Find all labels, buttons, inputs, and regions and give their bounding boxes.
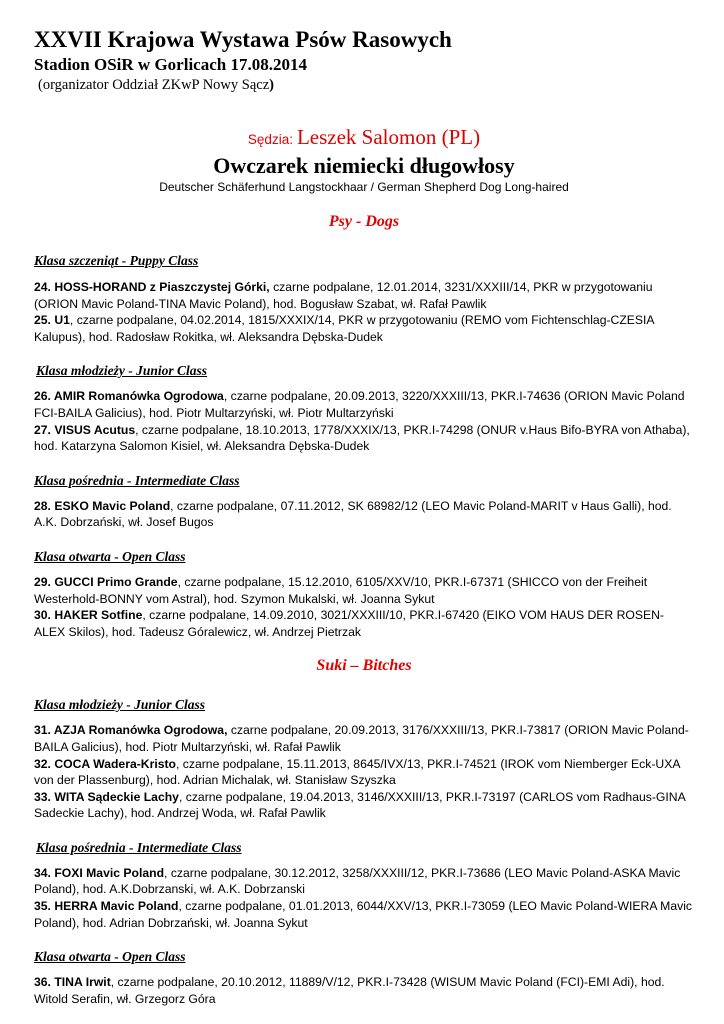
dog-details: , czarne podpalane, 14.09.2010, 3021/XXXIII/10, PKR.I-67420 (EIKO VOM HAUS DER ROSEN-ALEX Skilos), hod. Tadeusz Góralewicz, wł. Andrzej Pietrzak [34, 608, 664, 639]
dog-name: 35. HERRA Mavic Poland [34, 899, 179, 914]
dog-details: , czarne podpalane, 20.09.2013, 3220/XXXIII/13, PKR.I-74636 (ORION Mavic Poland FCI-BAILA Galicius), hod. Piotr Multarzyński, wł. Piotr Multarzyński [34, 389, 685, 420]
dog-entry [34, 312, 694, 345]
class-heading: Klasa młodzieży - Junior Class [34, 697, 206, 713]
dog-name: 33. WITA Sądeckie Lachy [34, 789, 179, 804]
dog-entry [34, 722, 694, 755]
entry-list [34, 574, 694, 640]
show-title: XXVII Krajowa Wystawa Psów Rasowych [34, 27, 452, 52]
organizer-close-paren: ) [269, 77, 274, 93]
dog-name: 34. FOXI Mavic Poland [34, 865, 165, 880]
dog-entry [34, 607, 694, 640]
class-heading: Klasa młodzieży - Junior Class [36, 363, 208, 379]
dogs-open-class [34, 548, 694, 640]
dog-details: czarne podpalane, 20.09.2013, 3176/XXXIII/13, PKR.I-73817 (ORION Mavic Poland-BAILA Galicius), hod. Piotr Multarzyński, wł. Rafał Pawlik [34, 723, 689, 754]
dog-details: , czarne podpalane, 30.12.2012, 3258/XXXIII/12, PKR.I-73686 (LEO Mavic Poland-ASKA Mavic Poland), hod. A.K.Dobrzanski, wł. A.K. Dobrzanski [34, 865, 681, 897]
dogs-junior-class [34, 362, 694, 454]
class-heading: Klasa pośrednia - Intermediate Class [34, 472, 240, 488]
bitches-intermediate-class [34, 839, 694, 931]
dogs-heading: Psy - Dogs [328, 213, 400, 230]
dog-name: 28. ESKO Mavic Poland [34, 498, 171, 513]
dog-name: 27. VISUS Acutus [34, 422, 136, 437]
dogs-intermediate-class [34, 472, 694, 531]
dog-details: , czarne podpalane, 07.11.2012, SK 68982/12 (LEO Mavic Poland-MARIT v Haus Galli), hod. A.K. Dobrzański, wł. Josef Bugos [34, 498, 672, 530]
breed-title: Owczarek niemiecki długowłosy [213, 153, 515, 178]
show-venue-date: Stadion OSiR w Gorlicach 17.08.2014 [34, 55, 307, 74]
dog-details: , czarne podpalane, 04.02.2014, 1815/XXXIX/14, PKR w przygotowaniu (REMO vom Fichtenschlag-CZESIA Kalupus), hod. Radosław Rokitka, wł. Aleksandra Dębska-Dudek [34, 313, 654, 344]
bitches-junior-class [34, 696, 694, 822]
dog-entry [34, 279, 694, 312]
organizer-text: (organizator Oddział ZKwP Nowy Sącz [38, 77, 270, 93]
show-organizer [38, 76, 694, 94]
class-heading: Klasa otwarta - Open Class [34, 548, 186, 564]
entry-list [34, 388, 694, 454]
dog-details: , czarne podpalane, 15.11.2013, 8645/IVX/13, PKR.I-74521 (IROK vom Niemberger Eck-UXA von der Plassenburg), hod. Adrian Michalak, wł. Stanisław Szyszka [34, 756, 680, 788]
dog-name: 26. AMIR Romanówka Ogrodowa [34, 389, 224, 404]
dog-name: 24. HOSS-HORAND z Piaszczystej Górki, [34, 280, 270, 294]
class-heading: Klasa szczeniąt - Puppy Class [34, 253, 199, 268]
entry-list [34, 865, 694, 931]
dog-entry [34, 498, 694, 531]
class-heading: Klasa otwarta - Open Class [34, 949, 186, 965]
dog-name: 31. AZJA Romanówka Ogrodowa, [34, 723, 228, 738]
dog-entry [34, 974, 694, 1007]
breed-subtitle: Deutscher Schäferhund Langstockhaar / German Shepherd Dog Long-haired [159, 180, 569, 194]
dog-details: , czarne podpalane, 19.04.2013, 3146/XXXIII/13, PKR.I-73197 (CARLOS vom Radhaus-GINA Sadeckie Lachy), hod. Andrzej Woda, wł. Rafał Pawlik [34, 789, 686, 821]
dog-name: 32. COCA Wadera-Kristo [34, 756, 176, 771]
entry-list [34, 722, 694, 822]
dog-name: 30. HAKER Sotfine [34, 608, 143, 623]
dog-name: 25. U1 [34, 313, 70, 328]
dog-entry [34, 388, 694, 421]
bitches-open-class [34, 948, 694, 1007]
dog-name: 36. TINA Irwit [34, 975, 111, 990]
judge-name: Leszek Salomon (PL) [296, 125, 481, 149]
bitches-heading: Suki – Bitches [316, 657, 412, 675]
entry-list [34, 498, 694, 531]
dog-name: 29. GUCCI Primo Grande [34, 574, 178, 589]
class-heading: Klasa pośrednia - Intermediate Class [36, 839, 242, 855]
entry-list [34, 279, 694, 345]
judge-label: Sędzia: [247, 132, 293, 147]
judge-line [34, 124, 694, 153]
document-page [34, 26, 694, 1007]
entry-list [34, 974, 694, 1007]
document-header [34, 26, 694, 94]
dog-entry [34, 574, 694, 607]
dog-entry [34, 789, 694, 822]
dog-details: , czarne podpalane, 15.12.2010, 6105/XXV/10, PKR.I-67371 (SHICCO von der Freiheit Westerhold-BONNY vom Astral), hod. Szymon Mukalski, wł. Joanna Sykut [34, 574, 648, 606]
dog-entry [34, 422, 694, 455]
dog-entry [34, 865, 694, 898]
dog-entry [34, 756, 694, 789]
dog-details: czarne podpalane, 12.01.2014, 3231/XXXIII/14, PKR w przygotowaniu (ORION Mavic Poland-TINA Mavic Poland), hod. Bogusław Szabat, wł. Rafał Pawlik [34, 280, 653, 311]
dogs-puppy-class [34, 252, 694, 345]
dog-details: , czarne podpalane, 18.10.2013, 1778/XXXIX/13, PKR.I-74298 (ONUR v.Haus Bifo-BYRA von Athaba), hod. Katarzyna Salomon Kisiel, wł. Aleksandra Dębska-Dudek [34, 422, 690, 454]
dog-entry [34, 898, 694, 931]
dog-details: , czarne podpalane, 20.10.2012, 11889/V/12, PKR.I-73428 (WISUM Mavic Poland (FCI)-EMI Adi), hod. Witold Serafin, wł. Grzegorz Góra [34, 975, 665, 1006]
dog-details: , czarne podpalane, 01.01.2013, 6044/XXV/13, PKR.I-73059 (LEO Mavic Poland-WIERA Mavic Poland), hod. Adrian Dobrzański, wł. Joanna Sykut [34, 899, 693, 930]
